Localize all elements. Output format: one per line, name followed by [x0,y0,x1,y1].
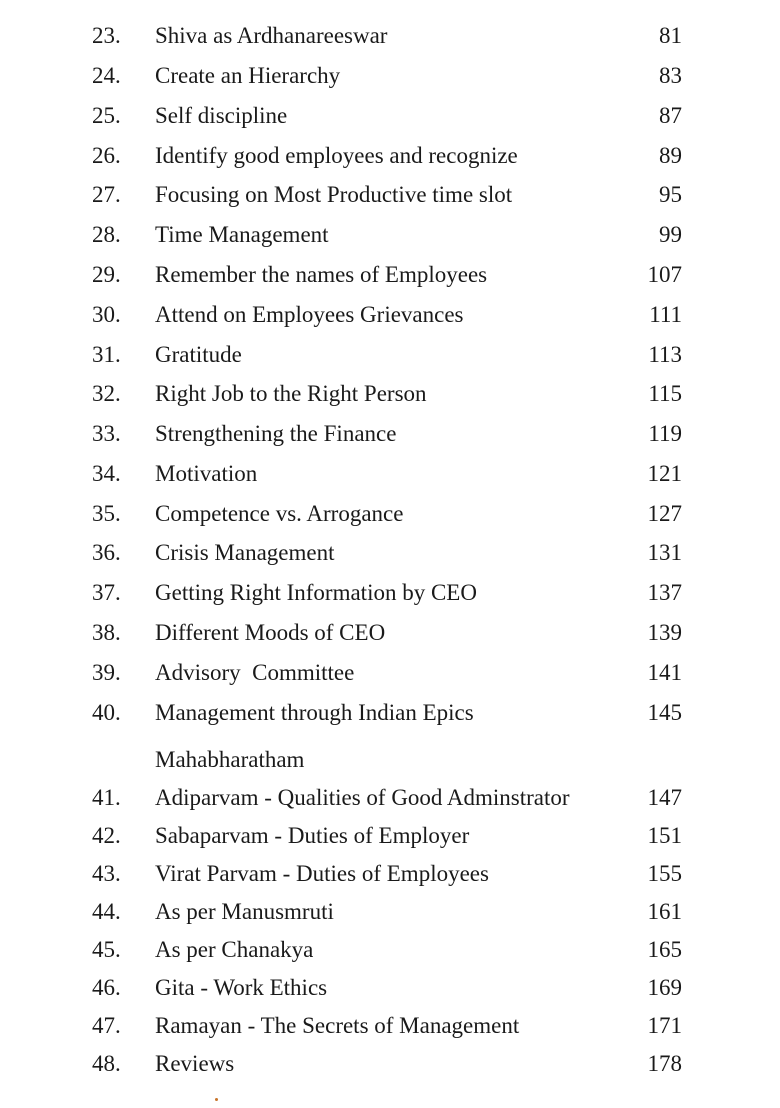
entry-title: Getting Right Information by CEO [155,580,477,605]
entry-number: 43. [92,861,121,886]
entry-number: 26. [92,143,121,168]
entry-number: 28. [92,222,121,247]
entry-title: Attend on Employees Grievances [155,302,464,327]
entry-title: Right Job to the Right Person [155,381,427,406]
entry-page: 111 [649,302,682,327]
entry-number: 39. [92,660,121,685]
entry-title: Strengthening the Finance [155,421,397,446]
entry-title: Time Management [155,222,329,247]
toc-entry [0,538,780,568]
ink-speck [215,1098,218,1101]
entry-number: 38. [92,620,121,645]
entry-number: 41. [92,785,121,810]
toc-entry [0,783,780,813]
entry-title: Competence vs. Arrogance [155,501,404,526]
toc-entry [0,220,780,250]
entry-title: As per Chanakya [155,937,314,962]
entry-number: 33. [92,421,121,446]
toc-entry [0,618,780,648]
entry-page: 165 [647,937,682,962]
toc-entry [0,1011,780,1041]
entry-page: 131 [647,540,682,565]
toc-entry [0,578,780,608]
entry-page: 95 [659,182,682,207]
entry-title: Crisis Management [155,540,335,565]
entry-title: Focusing on Most Productive time slot [155,182,513,207]
entry-number: 37. [92,580,121,605]
entry-title: Create an Hierarchy [155,63,341,88]
entry-number: 27. [92,182,121,207]
entry-title: Remember the names of Employees [155,262,488,287]
entry-title: Gratitude [155,342,242,367]
entry-title: Sabaparvam - Duties of Employer [155,823,470,848]
toc-entry [0,1049,780,1079]
entry-title: Reviews [155,1051,235,1076]
entry-page: 178 [647,1051,682,1076]
toc-entry [0,973,780,1003]
entry-title: Identify good employees and recognize [155,143,518,168]
entry-page: 107 [647,262,682,287]
entry-page: 127 [647,501,682,526]
toc-entry [0,101,780,131]
toc-entry [0,698,780,728]
entry-number: 30. [92,302,121,327]
toc-entry [0,21,780,51]
toc-entry [0,821,780,851]
entry-page: 87 [659,103,682,128]
entry-title: Virat Parvam - Duties of Employees [155,861,489,886]
entry-number: 40. [92,700,121,725]
entry-page: 147 [647,785,682,810]
entry-page: 145 [647,700,682,725]
toc-entry [0,300,780,330]
entry-number: 32. [92,381,121,406]
entry-number: 48. [92,1051,121,1076]
entry-page: 119 [648,421,682,446]
toc-entry [0,379,780,409]
entry-page: 115 [648,381,682,406]
toc-entry [0,419,780,449]
entry-number: 35. [92,501,121,526]
entry-number: 34. [92,461,121,486]
toc-entry [0,260,780,290]
entry-title: Adiparvam - Qualities of Good Adminstrator [155,785,570,810]
entry-page: 81 [659,23,682,48]
entry-number: 44. [92,899,121,924]
entry-title: Shiva as Ardhanareeswar [155,23,388,48]
entry-page: 137 [647,580,682,605]
entry-page: 83 [659,63,682,88]
entry-page: 89 [659,143,682,168]
entry-title: Motivation [155,461,258,486]
entry-number: 42. [92,823,121,848]
entry-number: 45. [92,937,121,962]
toc-entry [0,658,780,688]
entry-title: Gita - Work Ethics [155,975,328,1000]
entry-page: 171 [647,1013,682,1038]
toc-entry [0,897,780,927]
entry-title: As per Manusmruti [155,899,334,924]
entry-title: Different Moods of CEO [155,620,386,645]
entry-page: 121 [647,461,682,486]
section-heading: Mahabharatham [155,747,305,772]
entry-number: 25. [92,103,121,128]
entry-page: 169 [647,975,682,1000]
entry-title: Ramayan - The Secrets of Management [155,1013,520,1038]
entry-page: 161 [647,899,682,924]
entry-page: 151 [647,823,682,848]
entry-number: 23. [92,23,121,48]
entry-title: Self discipline [155,103,288,128]
toc-entry [0,859,780,889]
entry-number: 24. [92,63,121,88]
toc-entry [0,935,780,965]
entry-page: 99 [659,222,682,247]
entry-number: 29. [92,262,121,287]
entry-title: Advisory Committee [155,660,355,685]
toc-entry [0,499,780,529]
entry-page: 155 [647,861,682,886]
entry-page: 113 [648,342,682,367]
entry-page: 139 [647,620,682,645]
entry-number: 47. [92,1013,121,1038]
entry-number: 31. [92,342,121,367]
toc-entry [0,180,780,210]
entry-title: Management through Indian Epics [155,700,474,725]
entry-page: 141 [647,660,682,685]
toc-entry [0,61,780,91]
entry-number: 46. [92,975,121,1000]
toc-entry [0,141,780,171]
entry-number: 36. [92,540,121,565]
toc-entry [0,340,780,370]
toc-entry [0,459,780,489]
